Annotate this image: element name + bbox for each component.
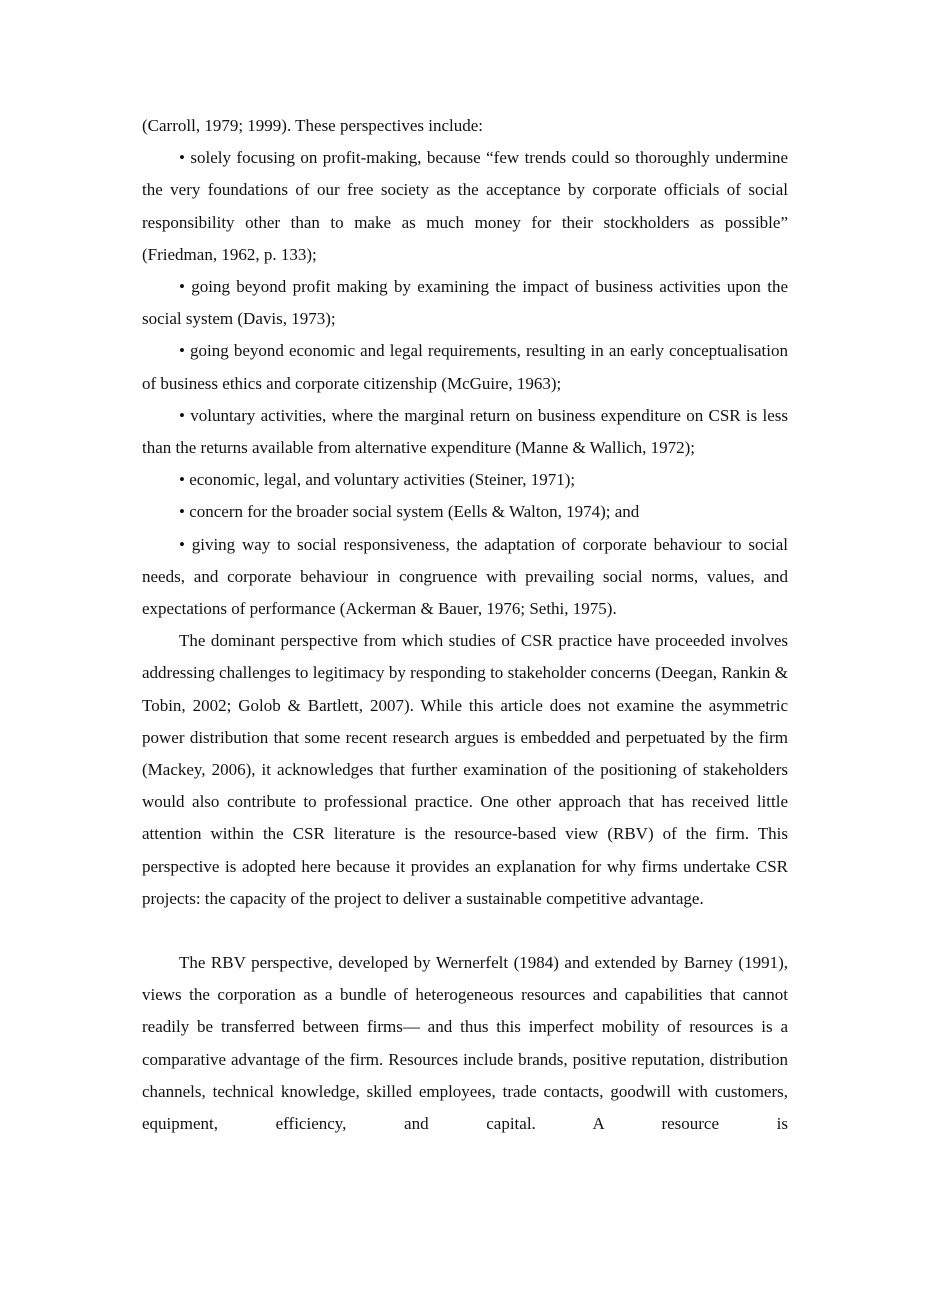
bullet-item-eells-walton: • concern for the broader social system (Eells & Walton, 1974); and: [179, 502, 640, 522]
document-page: [142, 110, 788, 1140]
bullet-item-friedman: • solely focusing on profit-making, because “few trends could so thoroughly undermine the very foundations of our free society as the acceptance by corporate officials of social responsibility other than to make as much money for their stockholders as possible” (Friedman, 1962, p. 133);: [142, 148, 788, 264]
bullet-item-davis: • going beyond profit making by examining the impact of business activities upon the social system (Davis, 1973);: [142, 277, 788, 329]
intro-line: (Carroll, 1979; 1999). These perspectives include:: [142, 116, 484, 135]
bullet-item-steiner: • economic, legal, and voluntary activities (Steiner, 1971);: [179, 470, 576, 490]
paragraph-rbv-perspective: The RBV perspective, developed by Wernerfelt (1984) and extended by Barney (1991), views the corporation as a bundle of heterogeneous resources and capabilities that cannot readily be transferred between firms— and thus this imperfect mobility of resources is a comparative advantage of the firm. Resources include brands, positive reputation, distribution channels, technical knowledge, skilled employees, trade contacts, goodwill with customers, equipment, efficiency, and capital. A resource is: [142, 953, 788, 1134]
bullet-item-ackerman-bauer: • giving way to social responsiveness, the adaptation of corporate behaviour to social needs, and corporate behaviour in congruence with prevailing social norms, values, and expectations of performance (Ackerman & Bauer, 1976; Sethi, 1975).: [142, 534, 788, 619]
bullet-item-mcguire: • going beyond economic and legal requirements, resulting in an early conceptualisation of business ethics and corporate citizenship (McGuire, 1963);: [142, 341, 788, 393]
paragraph-dominant-perspective: The dominant perspective from which studies of CSR practice have proceeded involves addressing challenges to legitimacy by responding to stakeholder concerns (Deegan, Rankin & Tobin, 2002; Golob & Bartlett, 2007). While this article does not examine the asymmetric power distribution that some recent research argues is embedded and perpetuated by the firm (Mackey, 2006), it acknowledges that further examination of the positioning of stakeholders would also contribute to professional practice. One other approach that has received little attention within the CSR literature is the resource-based view (RBV) of the firm. This perspective is adopted here because it provides an explanation for why firms undertake CSR projects: the capacity of the project to deliver a sustainable competitive advantage.: [142, 631, 788, 908]
paragraph-gap: [142, 915, 788, 947]
bullet-item-manne-wallich: • voluntary activities, where the marginal return on business expenditure on CSR is less than the returns available from alternative expenditure (Manne & Wallich, 1972);: [142, 405, 788, 458]
